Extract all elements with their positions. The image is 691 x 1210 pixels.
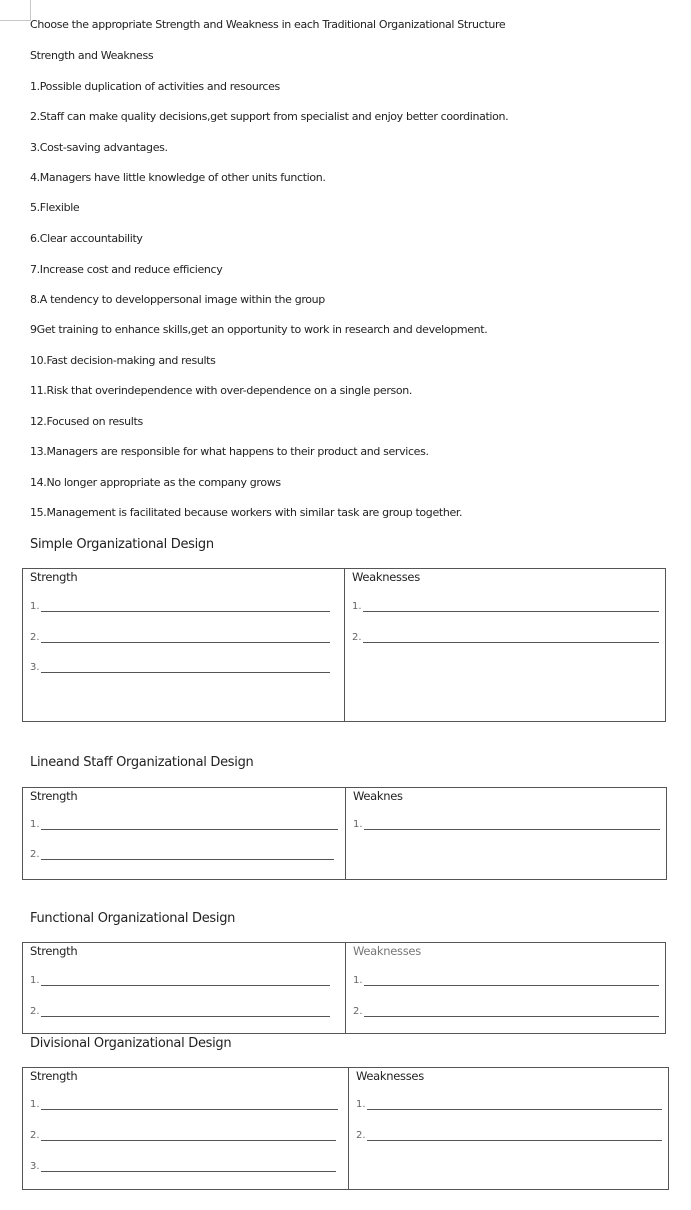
list-item: 12.Focused on results	[30, 415, 143, 428]
answer-blank[interactable]: 3.	[30, 1161, 336, 1173]
answer-blank[interactable]: 2.	[30, 632, 330, 644]
list-item: 8.A tendency to developpersonal image within the group	[30, 293, 325, 306]
section-title-simple: Simple Organizational Design	[30, 537, 214, 552]
weakness-column	[344, 569, 665, 721]
strength-header: Strength	[30, 570, 78, 584]
strength-column	[23, 943, 345, 1033]
list-item: 3.Cost-saving advantages.	[30, 141, 168, 154]
list-item: 7.Increase cost and reduce efficiency	[30, 263, 223, 276]
section-title-line-staff: Lineand Staff Organizational Design	[30, 755, 254, 770]
list-item: 9Get training to enhance skills,get an opportunity to work in research and development.	[30, 323, 488, 336]
strength-header: Strength	[30, 944, 78, 958]
simple-design-table	[22, 568, 666, 722]
answer-blank[interactable]: 1.	[30, 975, 330, 987]
strength-header: Strength	[30, 1069, 78, 1083]
weakness-header: Weaknesses	[353, 944, 421, 958]
section-title-divisional: Divisional Organizational Design	[30, 1036, 232, 1051]
list-item: 2.Staff can make quality decisions,get support from specialist and enjoy better coordination.	[30, 110, 509, 123]
list-title: Strength and Weakness	[30, 49, 154, 62]
answer-blank[interactable]: 1.	[353, 975, 659, 987]
list-item: 6.Clear accountability	[30, 232, 143, 245]
answer-blank[interactable]: 1.	[30, 1099, 338, 1111]
answer-blank[interactable]: 2.	[30, 1006, 330, 1018]
answer-blank[interactable]: 1.	[353, 819, 660, 831]
strength-header: Strength	[30, 789, 78, 803]
answer-blank[interactable]: 3.	[30, 662, 330, 674]
strength-column	[23, 569, 344, 721]
weakness-header: Weaknesses	[356, 1069, 424, 1083]
list-item: 1.Possible duplication of activities and resources	[30, 80, 280, 93]
list-item: 15.Management is facilitated because workers with similar task are group together.	[30, 506, 463, 519]
list-item: 13.Managers are responsible for what happens to their product and services.	[30, 445, 429, 458]
weakness-header: Weaknes	[353, 789, 403, 803]
weakness-column	[348, 1068, 668, 1189]
list-item: 11.Risk that overindependence with over-dependence on a single person.	[30, 384, 413, 397]
page-corner-mark	[0, 0, 31, 21]
weakness-header: Weaknesses	[352, 570, 420, 584]
answer-blank[interactable]: 2.	[30, 1130, 336, 1142]
answer-blank[interactable]: 1.	[30, 601, 330, 613]
weakness-column	[345, 788, 666, 879]
answer-blank[interactable]: 1.	[356, 1099, 662, 1111]
strength-column	[23, 1068, 348, 1189]
divisional-design-table	[22, 1067, 669, 1190]
instructions-text: Choose the appropriate Strength and Weakness in each Traditional Organizational Structure	[30, 18, 506, 31]
list-item: 5.Flexible	[30, 201, 80, 214]
section-title-functional: Functional Organizational Design	[30, 911, 236, 926]
strength-column	[23, 788, 345, 879]
list-item: 14.No longer appropriate as the company grows	[30, 476, 281, 489]
functional-design-table	[22, 942, 666, 1034]
answer-blank[interactable]: 1.	[352, 601, 659, 613]
weakness-column	[345, 943, 665, 1033]
answer-blank[interactable]: 2.	[353, 1006, 659, 1018]
answer-blank[interactable]: 2.	[356, 1130, 662, 1142]
list-item: 4.Managers have little knowledge of other units function.	[30, 171, 326, 184]
line-staff-design-table	[22, 787, 667, 880]
list-item: 10.Fast decision-making and results	[30, 354, 216, 367]
answer-blank[interactable]: 1.	[30, 819, 338, 831]
answer-blank[interactable]: 2.	[30, 849, 334, 861]
answer-blank[interactable]: 2.	[352, 632, 659, 644]
